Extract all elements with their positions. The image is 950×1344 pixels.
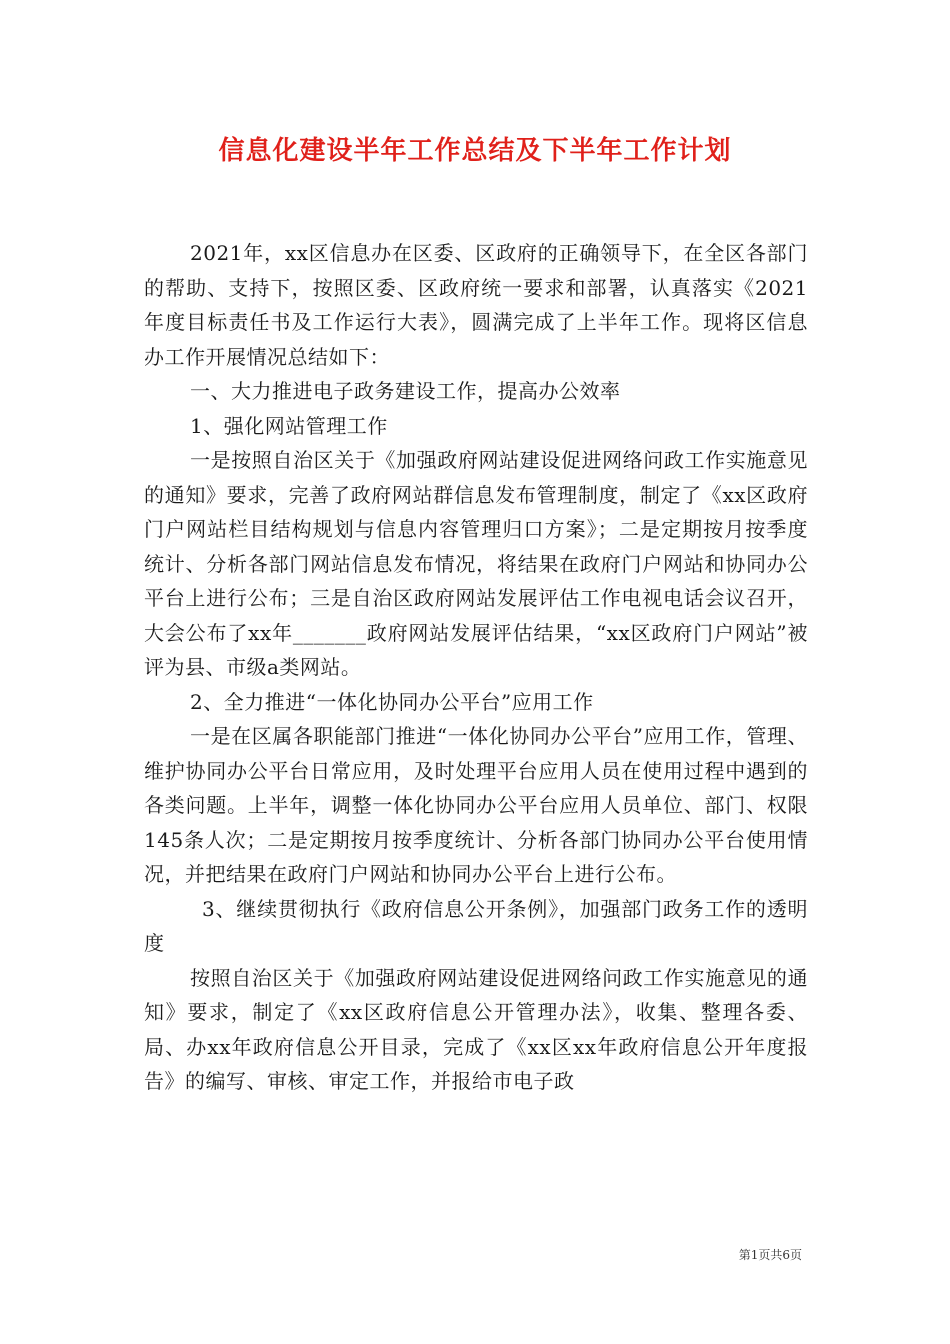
heading-subsection-1: 1、强化网站管理工作 — [190, 413, 388, 438]
document-title: 信息化建设半年工作总结及下半年工作计划 — [218, 136, 732, 166]
paragraph-website-management: 一是按照自治区关于《加强政府网站建设促进网络问政工作实施意见的通知》要求，完善了政府网站群信息发布管理制度，制定了《xx区政府门户网站栏目结构规划与信息内容管理归口方案》；二是定期按月按季度统计、分析各部门网站信息发布情况，将结果在政府门户网站和协同办公平台上进行公布；三是自治区政府网站发展评估工作电视电话会议召开，大会公布了xx年_______政府网站发展评估结果，“xx区政府门户网站”被评为县、市级a类网站。 — [144, 448, 808, 679]
heading-section-1: 一、大力推进电子政务建设工作，提高办公效率 — [190, 379, 621, 403]
document-body — [144, 236, 808, 1099]
paragraph-intro: 2021年，xx区信息办在区委、区政府的正确领导下，在全区各部门的帮助、支持下，按照区委、区政府统一要求和部署，认真落实《2021年度目标责任书及工作运行大表》，圆满完成了上半年工作。现将区信息办工作开展情况总结如下： — [144, 241, 808, 369]
heading-subsection-2: 2、全力推进“一体化协同办公平台”应用工作 — [190, 689, 594, 714]
heading-subsection-3: 3、继续贯彻执行《政府信息公开条例》，加强部门政务工作的透明度 — [144, 896, 808, 955]
paragraph-office-platform: 一是在区属各职能部门推进“一体化协同办公平台”应用工作，管理、维护协同办公平台日常应用，及时处理平台应用人员在使用过程中遇到的各类问题。上半年，调整一体化协同办公平台应用人员单位、部门、权限145条人次；二是定期按月按季度统计、分析各部门协同办公平台使用情况，并把结果在政府门户网站和协同办公平台上进行公布。 — [144, 724, 808, 886]
paragraph-info-disclosure: 按照自治区关于《加强政府网站建设促进网络问政工作实施意见的通知》要求，制定了《xx区政府信息公开管理办法》，收集、整理各委、局、办xx年政府信息公开目录，完成了《xx区xx年政府信息公开年度报告》的编写、审核、审定工作，并报给市电子政 — [144, 965, 808, 1093]
page-number: 第1页共6页 — [738, 1248, 802, 1262]
